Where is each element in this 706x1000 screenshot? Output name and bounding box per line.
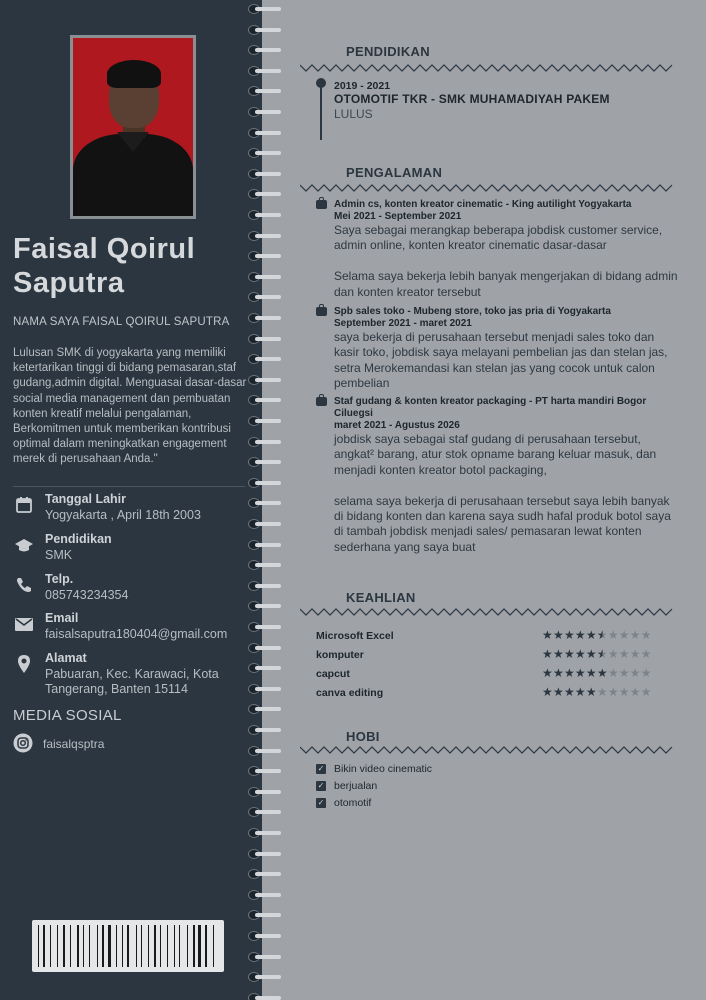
zigzag-divider: [300, 608, 674, 616]
skill-rating: [542, 647, 652, 661]
spiral-ring: [246, 725, 282, 735]
section-title-skills: KEAHLIAN: [346, 590, 416, 605]
spiral-ring: [246, 540, 282, 550]
job-description: jobdisk saya sebagai staf gudang di perusahaan tersebut, angkat² barang, atur stok opname barang keluar masuk, dan menjadi konten kreator botol packaging, selama saya bekerja di perusahaan tersebut saya lebih banyak di bidang konten dan karena saya sudh hafal produk botol saya di tambah jobdisk menjadi sales/ pemasaran lewat konten sederhana yang saya buat: [334, 432, 671, 554]
profile-about: Lulusan SMK di yogyakarta yang memiliki ketertarikan tinggi di bidang pemasaran,staf gudang,admin digital. Menguasai dasar-dasar social media management dan pembuatan konten kreatif melalui pengalaman, Berkomitmen untuk memberikan kontribusi optimal dalam meningkatkan engagement merek di perusahaan Anda.": [13, 347, 247, 466]
zigzag-divider: [300, 64, 674, 72]
spiral-ring: [246, 292, 282, 302]
spiral-ring: [246, 437, 282, 447]
skill-rating: [542, 666, 652, 680]
spiral-ring: [246, 746, 282, 756]
graduation-cap-icon: [13, 534, 35, 556]
job-title: Admin cs, konten kreator cinematic - King autilight Yogyakarta: [334, 199, 632, 210]
calendar-icon: [13, 494, 35, 516]
education-status: LULUS: [334, 107, 373, 121]
spiral-ring: [246, 334, 282, 344]
timeline-line: [320, 82, 322, 140]
info-label: Email: [45, 611, 79, 625]
hobby-label: berjualan: [334, 780, 378, 792]
briefcase-icon: [316, 397, 327, 406]
spiral-ring: [246, 993, 282, 1000]
spiral-ring: [246, 643, 282, 653]
spiral-ring: [246, 66, 282, 76]
spiral-ring: [246, 519, 282, 529]
info-value: 085743234354: [45, 588, 129, 602]
hobbies-list: [316, 763, 566, 814]
briefcase-icon: [316, 307, 327, 316]
spiral-ring: [246, 86, 282, 96]
spiral-ring: [246, 169, 282, 179]
spiral-ring: [246, 704, 282, 714]
job-description: Saya sebagai merangkap beberapa jobdisk customer service, admin online, konten kreator cinematic dasar-dasar Selama saya bekerja lebih banyak mengerjakan di bidang admin dan konten kreator tersebut: [334, 223, 678, 299]
spiral-ring: [246, 849, 282, 859]
star-icon: ★: [596, 628, 608, 642]
spiral-ring: [246, 457, 282, 467]
star-icon: ★: [563, 666, 575, 680]
spiral-ring: [246, 869, 282, 879]
job-item: [316, 306, 682, 392]
skill-row: [316, 647, 676, 666]
skill-row: [316, 666, 676, 685]
location-pin-icon: [13, 653, 35, 675]
section-title-experience: PENGALAMAN: [346, 165, 443, 180]
job-item: [316, 199, 682, 300]
skill-rating: [542, 628, 652, 642]
info-value: Yogyakarta , April 18th 2003: [45, 508, 201, 522]
spiral-ring: [246, 766, 282, 776]
sidebar-divider: [13, 486, 245, 487]
spiral-ring: [246, 931, 282, 941]
skill-name: capcut: [316, 668, 350, 680]
zigzag-divider: [300, 184, 674, 192]
barcode: [32, 920, 224, 972]
star-icon: ★: [629, 628, 641, 642]
star-icon: ★: [574, 628, 586, 642]
job-description: saya bekerja di perusahaan tersebut menjadi sales toko dan kasir toko, jobdisk saya melayani pembelian jas dan stelan jas, setra Merokemandasi kan stelan jas yang cocok untuk calon pembelian: [334, 330, 668, 391]
spiral-ring: [246, 622, 282, 632]
job-date: maret 2021 - Agustus 2026: [334, 420, 460, 431]
instagram-handle[interactable]: faisalqsptra: [43, 737, 105, 751]
job-date: September 2021 - maret 2021: [334, 318, 472, 329]
star-icon: ★: [563, 628, 575, 642]
spiral-ring: [246, 251, 282, 261]
job-item: [316, 396, 682, 555]
spiral-ring: [246, 416, 282, 426]
star-icon: ★: [552, 666, 564, 680]
star-icon: ★: [585, 666, 597, 680]
star-icon: ★: [640, 628, 652, 642]
spiral-ring: [246, 354, 282, 364]
phone-icon: [13, 574, 35, 596]
skills-list: [316, 628, 676, 704]
star-icon: ★: [640, 647, 652, 661]
profile-subname: NAMA SAYA FAISAL QOIRUL SAPUTRA: [13, 316, 230, 328]
spiral-ring: [246, 952, 282, 962]
star-icon: ★: [629, 666, 641, 680]
info-value: SMK: [45, 548, 73, 562]
hobby-label: otomotif: [334, 797, 372, 809]
star-icon: ★: [563, 685, 575, 699]
star-icon: ★: [596, 685, 608, 699]
spiral-ring: [246, 684, 282, 694]
star-icon: ★: [574, 666, 586, 680]
section-title-hobbies: HOBI: [346, 729, 380, 744]
star-icon: ★: [552, 685, 564, 699]
spiral-ring: [246, 910, 282, 920]
spiral-ring: [246, 498, 282, 508]
job-title: Staf gudang & konten kreator packaging - PT harta mandiri Bogor Ciluegsi: [334, 396, 647, 419]
profile-name: Faisal Qoirul Saputra: [13, 233, 196, 299]
star-icon: ★: [552, 647, 564, 661]
spiral-ring: [246, 4, 282, 14]
instagram-icon: [13, 733, 33, 758]
star-icon: ★: [596, 647, 608, 661]
info-label: Alamat: [45, 651, 87, 665]
education-school: OTOMOTIF TKR - SMK MUHAMADIYAH PAKEM: [334, 92, 610, 106]
star-icon: ★: [552, 628, 564, 642]
info-value: Pabuaran, Kec. Karawaci, Kota Tangerang, Banten 15114: [45, 667, 219, 696]
hobby-label: Bikin video cinematic: [334, 763, 433, 775]
star-icon: ★: [585, 685, 597, 699]
star-icon: ★: [563, 647, 575, 661]
info-label: Telp.: [45, 572, 74, 586]
star-icon: ★: [542, 685, 553, 699]
star-icon: ★: [574, 647, 586, 661]
spiral-ring: [246, 601, 282, 611]
media-title: MEDIA SOSIAL: [13, 707, 122, 724]
hobby-item: [316, 797, 566, 814]
spiral-ring: [246, 25, 282, 35]
spiral-ring: [246, 807, 282, 817]
spiral-ring: [246, 107, 282, 117]
zigzag-divider: [300, 746, 674, 754]
spiral-ring: [246, 478, 282, 488]
info-value: faisalsaputra180404@gmail.com: [45, 627, 228, 641]
star-icon: ★: [607, 647, 619, 661]
star-icon: ★: [618, 666, 630, 680]
spiral-ring: [246, 210, 282, 220]
star-icon: ★: [542, 647, 553, 661]
hobby-item: [316, 763, 566, 780]
star-icon: ★: [629, 647, 641, 661]
skill-rating: [542, 685, 652, 699]
spiral-ring: [246, 313, 282, 323]
star-icon: ★: [629, 685, 641, 699]
star-icon: ★: [618, 628, 630, 642]
section-title-education: PENDIDIKAN: [346, 44, 430, 59]
spiral-ring: [246, 787, 282, 797]
spiral-ring: [246, 231, 282, 241]
checkbox-icon: ✓: [317, 798, 325, 807]
star-icon: ★: [585, 647, 597, 661]
spiral-ring: [246, 581, 282, 591]
star-icon: ★: [585, 628, 597, 642]
spiral-ring: [246, 560, 282, 570]
spiral-ring: [246, 189, 282, 199]
info-label: Pendidikan: [45, 532, 112, 546]
spiral-binding: [246, 0, 286, 1000]
checkbox-icon: ✓: [317, 764, 325, 773]
skill-name: komputer: [316, 649, 364, 661]
star-icon: ★: [618, 685, 630, 699]
star-icon: ★: [542, 628, 553, 642]
spiral-ring: [246, 272, 282, 282]
skill-row: [316, 628, 676, 647]
star-icon: ★: [596, 666, 608, 680]
skill-name: canva editing: [316, 687, 384, 699]
info-label: Tanggal Lahir: [45, 492, 127, 506]
spiral-ring: [246, 148, 282, 158]
star-icon: ★: [607, 666, 619, 680]
job-title: Spb sales toko - Mubeng store, toko jas pria di Yogyakarta: [334, 306, 611, 317]
spiral-ring: [246, 45, 282, 55]
briefcase-icon: [316, 200, 327, 209]
skill-row: [316, 685, 676, 704]
spiral-ring: [246, 828, 282, 838]
skill-name: Microsoft Excel: [316, 630, 394, 642]
education-date: 2019 - 2021: [334, 80, 391, 92]
star-icon: ★: [618, 647, 630, 661]
spiral-ring: [246, 395, 282, 405]
job-date: Mei 2021 - September 2021: [334, 211, 462, 222]
spiral-ring: [246, 375, 282, 385]
timeline-dot: [316, 78, 326, 88]
email-icon: [13, 613, 35, 635]
spiral-ring: [246, 128, 282, 138]
sidebar: [0, 0, 262, 1000]
star-icon: ★: [542, 666, 553, 680]
spiral-ring: [246, 890, 282, 900]
star-icon: ★: [574, 685, 586, 699]
spiral-ring: [246, 972, 282, 982]
star-icon: ★: [607, 685, 619, 699]
star-icon: ★: [640, 685, 652, 699]
hobby-item: [316, 780, 566, 797]
star-icon: ★: [607, 628, 619, 642]
star-icon: ★: [640, 666, 652, 680]
spiral-ring: [246, 663, 282, 673]
checkbox-icon: ✓: [317, 781, 325, 790]
profile-photo: [70, 35, 196, 219]
